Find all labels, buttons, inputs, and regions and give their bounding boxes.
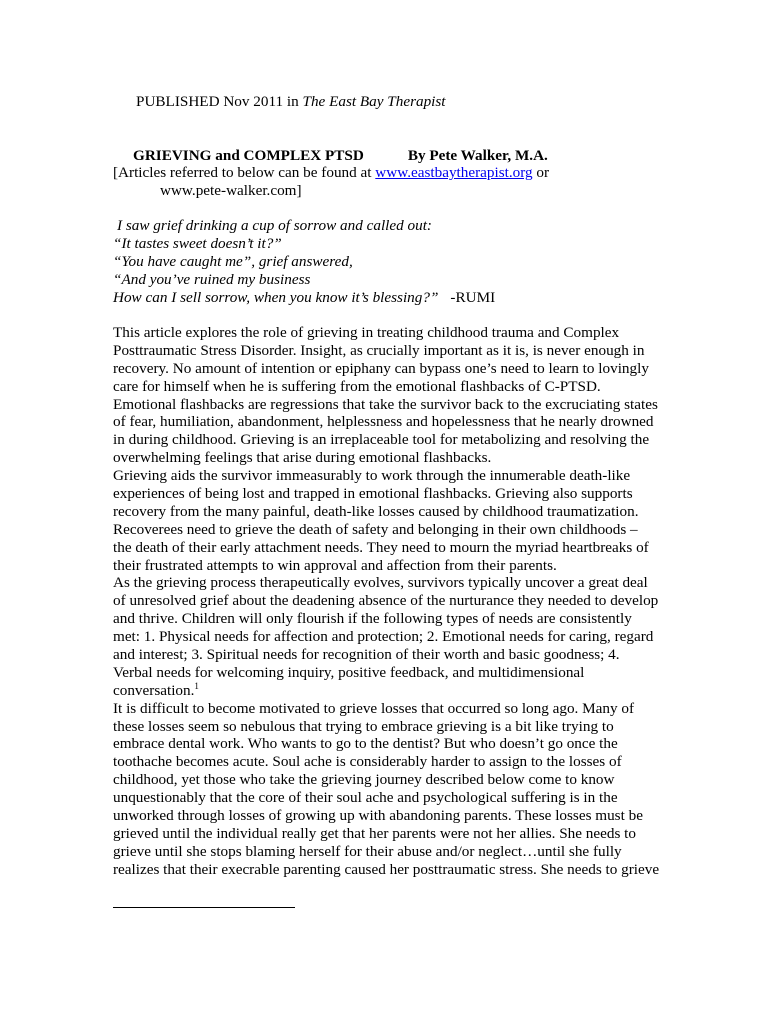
poem-line: “And you’ve ruined my business xyxy=(113,270,311,288)
publication-prefix: PUBLISHED Nov 2011 in xyxy=(136,93,303,110)
body-line: the death of their early attachment needs. They need to mourn the myriad heartbreaks of xyxy=(113,538,649,556)
article-body xyxy=(113,324,673,879)
poem-line: “It tastes sweet doesn’t it?” xyxy=(113,234,282,252)
body-line: Grieving aids the survivor immeasurably to work through the innumerable death-like xyxy=(113,467,631,485)
body-line: grieve until she stops blaming herself for their abuse and/or neglect…until she fully xyxy=(113,842,622,860)
body-line: unquestionably that the core of their soul ache and psychological suffering is in the xyxy=(113,789,618,807)
body-line: Verbal needs for welcoming inquiry, positive feedback, and multidimensional xyxy=(113,663,585,681)
article-author: By Pete Walker, M.A. xyxy=(407,147,548,164)
body-line-footnoted xyxy=(113,682,673,700)
body-line: experiences of being lost and trapped in emotional flashbacks. Grieving also supports xyxy=(113,485,633,503)
body-line: recovery. No amount of intention or epiphany can bypass one’s need to learn to lovingly xyxy=(113,359,649,377)
body-line: This article explores the role of grieving in treating childhood trauma and Complex xyxy=(113,324,620,341)
body-line: Posttraumatic Stress Disorder. Insight, as crucially important as it is, is never enough in xyxy=(113,341,645,359)
articles-reference-line2: www.pete-walker.com] xyxy=(160,182,302,199)
poem-line-last xyxy=(113,289,495,307)
body-line: conversation. xyxy=(113,681,195,699)
body-line: embrace dental work. Who wants to go to the dentist? But who doesn’t go once the xyxy=(113,735,618,753)
body-line: in during childhood. Grieving is an irreplaceable tool for metabolizing and resolving the xyxy=(113,431,650,449)
poem-line: I saw grief drinking a cup of sorrow and called out: xyxy=(117,217,432,234)
body-line: unworked through losses of growing up with abandoning parents. These losses must be xyxy=(113,807,643,825)
body-line: toothache becomes acute. Soul ache is considerably harder to assign to the losses of xyxy=(113,753,622,771)
body-line: Emotional flashbacks are regressions that take the survivor back to the excruciating states xyxy=(113,395,658,413)
poem-line: How can I sell sorrow, when you know it’s blessing?” xyxy=(113,288,439,306)
body-line: grieved until the individual really get that her parents were not her allies. She needs to xyxy=(113,824,636,842)
body-line: and interest; 3. Spiritual needs for recognition of their worth and basic goodness; 4. xyxy=(113,646,620,664)
body-line: met: 1. Physical needs for affection and protection; 2. Emotional needs for caring, regard xyxy=(113,628,654,646)
body-line: overwhelming feelings that arise during emotional flashbacks. xyxy=(113,449,492,467)
body-line: of fear, humiliation, abandonment, helplessness and hopelessness that he nearly drowned xyxy=(113,413,654,431)
body-line: Recoverees need to grieve the death of safety and belonging in their own childhoods – xyxy=(113,520,638,538)
body-line: care for himself when he is suffering from the emotional flashbacks of C-PTSD. xyxy=(113,377,601,395)
body-line: childhood, yet those who take the grieving journey described below come to know xyxy=(113,771,615,789)
body-line: realizes that their execrable parenting caused her posttraumatic stress. She needs to grieve xyxy=(113,860,660,878)
body-line: It is difficult to become motivated to grieve losses that occurred so long ago. Many of xyxy=(113,699,635,717)
poem-attribution: -RUMI xyxy=(450,288,496,306)
footnote-marker[interactable]: 1 xyxy=(194,680,199,691)
publication-note xyxy=(136,93,446,111)
body-line: their frustrated attempts to win approval and affection from their parents. xyxy=(113,556,557,574)
article-title-line xyxy=(133,147,548,165)
article-title: GRIEVING and COMPLEX PTSD xyxy=(133,147,364,164)
articles-prefix: [Articles referred to below can be found at xyxy=(113,164,376,181)
body-line: and thrive. Children will only flourish if the following types of needs are consistently xyxy=(113,610,632,628)
footnote-separator xyxy=(113,907,295,908)
articles-suffix: or xyxy=(532,164,550,181)
eastbaytherapist-link[interactable]: www.eastbaytherapist.org xyxy=(375,164,533,181)
rumi-poem xyxy=(113,217,495,306)
body-line: As the grieving process therapeutically evolves, survivors typically uncover a great deal xyxy=(113,574,648,592)
body-line: of unresolved grief about the deadening absence of the nurturance they needed to develop xyxy=(113,592,659,610)
articles-reference xyxy=(113,164,549,182)
body-line: these losses seem so nebulous that trying to embrace grieving is a bit like trying to xyxy=(113,717,614,735)
body-line: recovery from the many painful, death-like losses caused by childhood traumatization. xyxy=(113,502,639,520)
journal-name: The East Bay Therapist xyxy=(302,93,446,110)
poem-line: “You have caught me”, grief answered, xyxy=(113,252,353,270)
